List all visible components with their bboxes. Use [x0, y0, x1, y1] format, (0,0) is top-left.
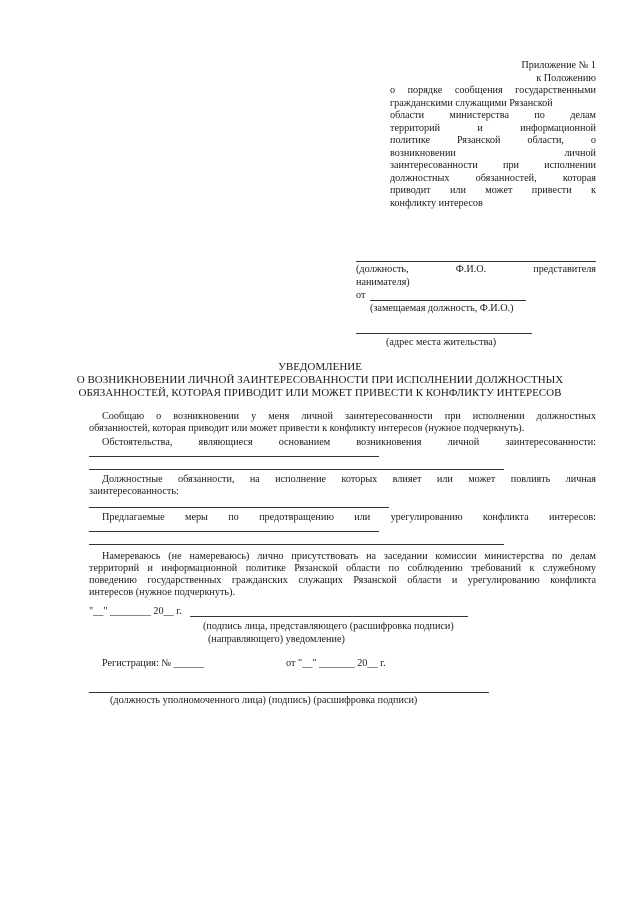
appendix-title: Приложение № 1: [521, 60, 596, 71]
addressee-caption-2: нанимателя): [356, 277, 410, 288]
page-title: УВЕДОМЛЕНИЕ: [278, 361, 362, 373]
page-subtitle-1: О ВОЗНИКНОВЕНИИ ЛИЧНОЙ ЗАИНТЕРЕСОВАННОСТИ ПРИ ИСПОЛНЕНИИ ДОЛЖНОСТНЫХ: [76, 374, 564, 386]
duties-label-2: заинтересованность:: [89, 486, 179, 497]
signature-caption: (подпись лица, представляющего (расшифровка подписи): [203, 621, 454, 632]
appendix-line: политике Рязанской области, о: [390, 135, 596, 146]
signature-caption-2: (направляющего) уведомление): [208, 634, 345, 645]
report-text-2: обязанностей, которая приводит или может привести к конфликту интересов (нужное подчеркнуть).: [89, 423, 525, 434]
measures-line-2: [89, 544, 504, 545]
addressee-caption: (должность, Ф.И.О. представителя: [356, 264, 596, 275]
circumstances-line: [89, 456, 379, 457]
address-caption: (адрес места жительства): [386, 337, 497, 348]
appendix-line: должностных обязанностей, которая: [390, 172, 596, 184]
intent-text-4: интересов (нужное подчеркнуть).: [89, 587, 236, 598]
registration-caption: (должность уполномоченного лица) (подпись) (расшифровка подписи): [110, 695, 418, 706]
appendix-line: заинтересованности при исполнении: [390, 160, 596, 171]
appendix-reference: к Положению: [536, 73, 596, 84]
appendix-line: территорий и информационной: [390, 122, 596, 134]
appendix-line: о порядке сообщения государственными: [390, 85, 596, 96]
circumstances-label: Обстоятельства, являющиеся основанием возникновения личной заинтересованности:: [102, 437, 596, 448]
address-line: [356, 333, 532, 334]
appendix-line: гражданскими служащими Рязанской: [390, 97, 553, 109]
appendix-line: приводит или может привести к: [390, 185, 596, 196]
registration-date: от "__" _______ 20__ г.: [286, 658, 386, 669]
from-line: [370, 300, 526, 301]
appendix-line: области министерства по делам: [390, 110, 596, 121]
measures-line: [89, 531, 379, 532]
duties-line: [89, 507, 389, 508]
report-text-1: Сообщаю о возникновении у меня личной заинтересованности при исполнении должностных: [102, 411, 596, 422]
appendix-line: возникновении личной: [390, 147, 596, 159]
duties-label: Должностные обязанности, на исполнение которых влияет или может повлиять личная: [102, 474, 596, 485]
intent-text-2: территорий и информационной политике Рязанской области по соблюдению требований к служебному: [89, 563, 596, 574]
signature-line: [190, 616, 468, 617]
appendix-description: [390, 85, 596, 210]
registration-line: [89, 692, 489, 693]
from-label: от: [356, 290, 366, 301]
addressee-line: [356, 261, 596, 262]
page-subtitle-2: ОБЯЗАННОСТЕЙ, КОТОРАЯ ПРИВОДИТ ИЛИ МОЖЕТ ПРИВЕСТИ К КОНФЛИКТУ ИНТЕРЕСОВ: [78, 387, 562, 399]
circumstances-line-2: [89, 469, 504, 470]
registration-number: Регистрация: № ______: [102, 658, 205, 669]
measures-label: Предлагаемые меры по предотвращению или урегулированию конфликта интересов:: [102, 512, 596, 523]
position-caption: (замещаемая должность, Ф.И.О.): [370, 303, 514, 314]
signature-date: "__" ________ 20__ г.: [89, 606, 182, 617]
intent-text-3: поведению государственных гражданских служащих Рязанской области и урегулированию конфликта: [89, 575, 596, 586]
appendix-line: конфликту интересов: [390, 197, 483, 209]
intent-text-1: Намереваюсь (не намереваюсь) лично присутствовать на заседании комиссии министерства по делам: [102, 551, 596, 562]
